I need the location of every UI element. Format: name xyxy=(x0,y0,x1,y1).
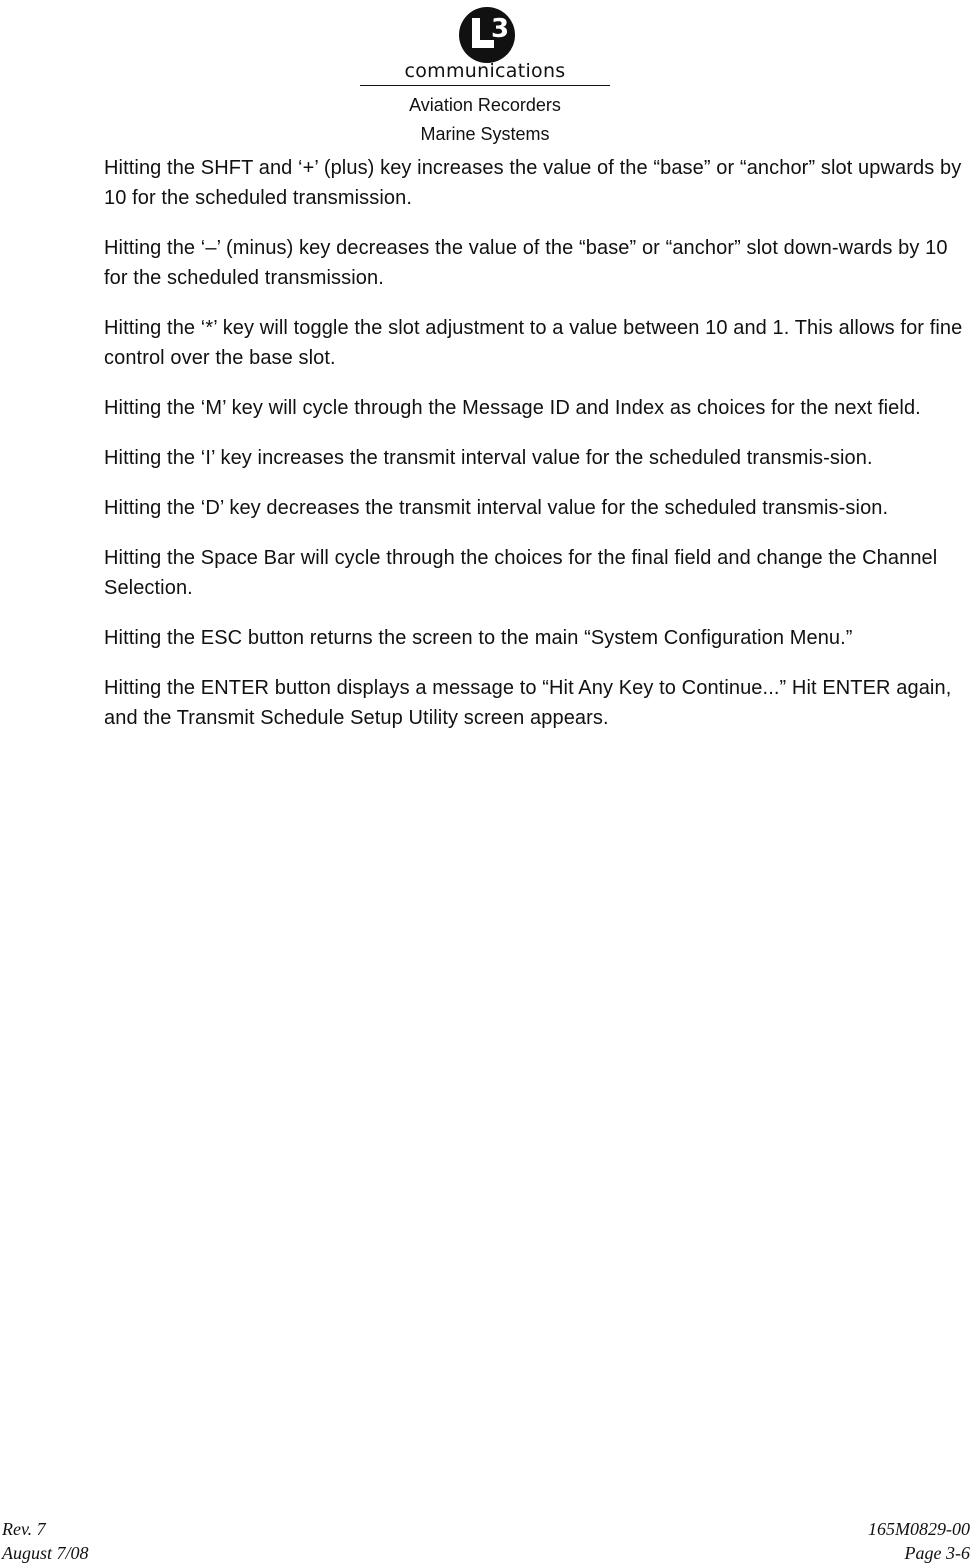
page-header xyxy=(0,0,972,150)
logo-divider xyxy=(360,85,610,86)
paragraph-d-key: Hitting the ‘D’ key decreases the transmit interval value for the scheduled transmis-sion. xyxy=(104,497,889,519)
body-text xyxy=(104,153,970,753)
paragraph-asterisk: Hitting the ‘*’ key will toggle the slot adjustment to a value between 10 and 1. This allows for fine control over the base slot. xyxy=(104,317,963,369)
logo-wordmark: communications xyxy=(404,60,566,82)
paragraph-enter: Hitting the ENTER button displays a message to “Hit Any Key to Continue...” Hit ENTER again, and the Transmit Schedule Setup Utility screen appears. xyxy=(104,677,952,729)
footer-left xyxy=(2,1517,89,1565)
page-number: Page 3-6 xyxy=(904,1543,970,1563)
division-aviation: Aviation Recorders xyxy=(409,95,561,115)
revision-label: Rev. 7 xyxy=(2,1519,46,1539)
l3-logo-icon xyxy=(452,4,522,64)
paragraph-esc: Hitting the ESC button returns the screen to the main “System Configuration Menu.” xyxy=(104,627,853,649)
footer-right xyxy=(868,1517,970,1565)
paragraph-i-key: Hitting the ‘I’ key increases the transmit interval value for the scheduled transmis-sion. xyxy=(104,447,873,469)
paragraph-minus: Hitting the ‘–’ (minus) key decreases the value of the “base” or “anchor” slot down-wards by 10 for the scheduled transmission. xyxy=(104,237,948,289)
paragraph-space-bar: Hitting the Space Bar will cycle through the choices for the final field and change the Channel Selection. xyxy=(104,547,938,599)
paragraph-shft-plus: Hitting the SHFT and ‘+’ (plus) key increases the value of the “base” or “anchor” slot upwards by 10 for the scheduled transmission. xyxy=(104,157,962,209)
revision-date: August 7/08 xyxy=(2,1543,89,1563)
document-number: 165M0829-00 xyxy=(868,1519,970,1539)
division-marine: Marine Systems xyxy=(420,124,550,144)
paragraph-m-key: Hitting the ‘M’ key will cycle through the Message ID and Index as choices for the next field. xyxy=(104,397,921,419)
svg-text:3: 3 xyxy=(490,14,510,44)
